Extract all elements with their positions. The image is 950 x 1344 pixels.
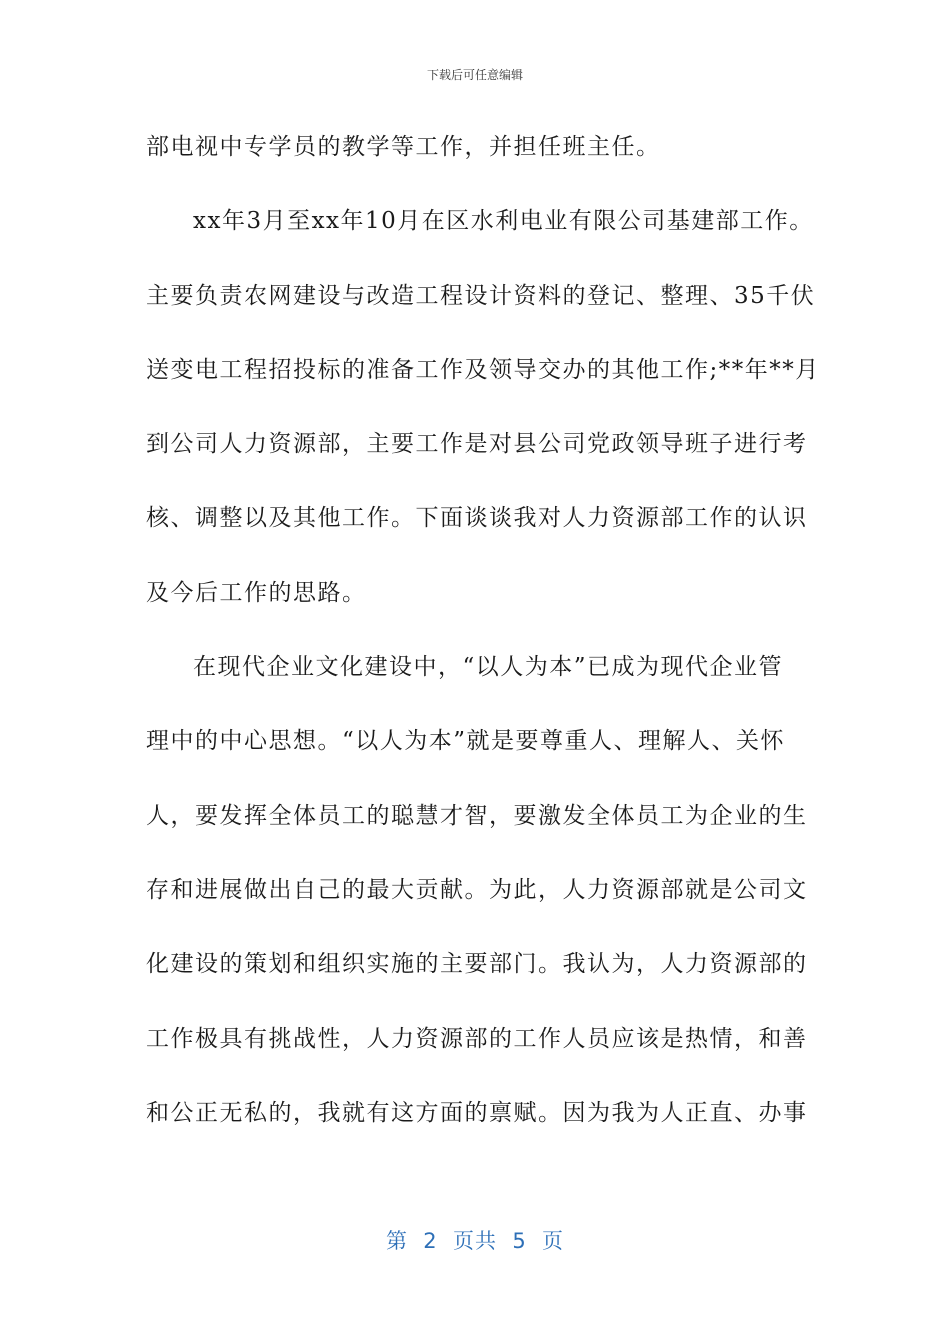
body-line: 送变电工程招投标的准备工作及领导交办的其他工作;**年**月	[146, 357, 820, 383]
body-line: 及今后工作的思路。	[146, 580, 367, 606]
body-line: 主要负责农网建设与改造工程设计资料的登记、整理、35千伏	[146, 283, 816, 309]
body-line: 理中的中心思想。“以人为本”就是要尊重人、理解人、关怀	[146, 728, 786, 754]
body-line: 在现代企业文化建设中，“以人为本”已成为现代企业管	[193, 654, 784, 680]
body-line: 到公司人力资源部，主要工作是对县公司党政领导班子进行考	[146, 431, 808, 457]
body-line: 化建设的策划和组织实施的主要部门。我认为，人力资源部的	[146, 951, 808, 977]
body-line: 部电视中专学员的教学等工作，并担任班主任。	[146, 134, 661, 160]
body-line: 存和进展做出自己的最大贡献。为此，人力资源部就是公司文	[146, 877, 808, 903]
body-line: 工作极具有挑战性，人力资源部的工作人员应该是热情，和善	[146, 1026, 808, 1052]
body-line: 和公正无私的，我就有这方面的禀赋。因为我为人正直、办事	[146, 1100, 808, 1126]
body-line: xx年3月至xx年10月在区水利电业有限公司基建部工作。	[193, 208, 814, 234]
page-header-note: 下载后可任意编辑	[426, 68, 523, 82]
page-number-footer: 第 2 页共 5 页	[385, 1229, 565, 1253]
body-line: 人，要发挥全体员工的聪慧才智，要激发全体员工为企业的生	[146, 803, 808, 829]
body-line: 核、调整以及其他工作。下面谈谈我对人力资源部工作的认识	[146, 505, 808, 531]
